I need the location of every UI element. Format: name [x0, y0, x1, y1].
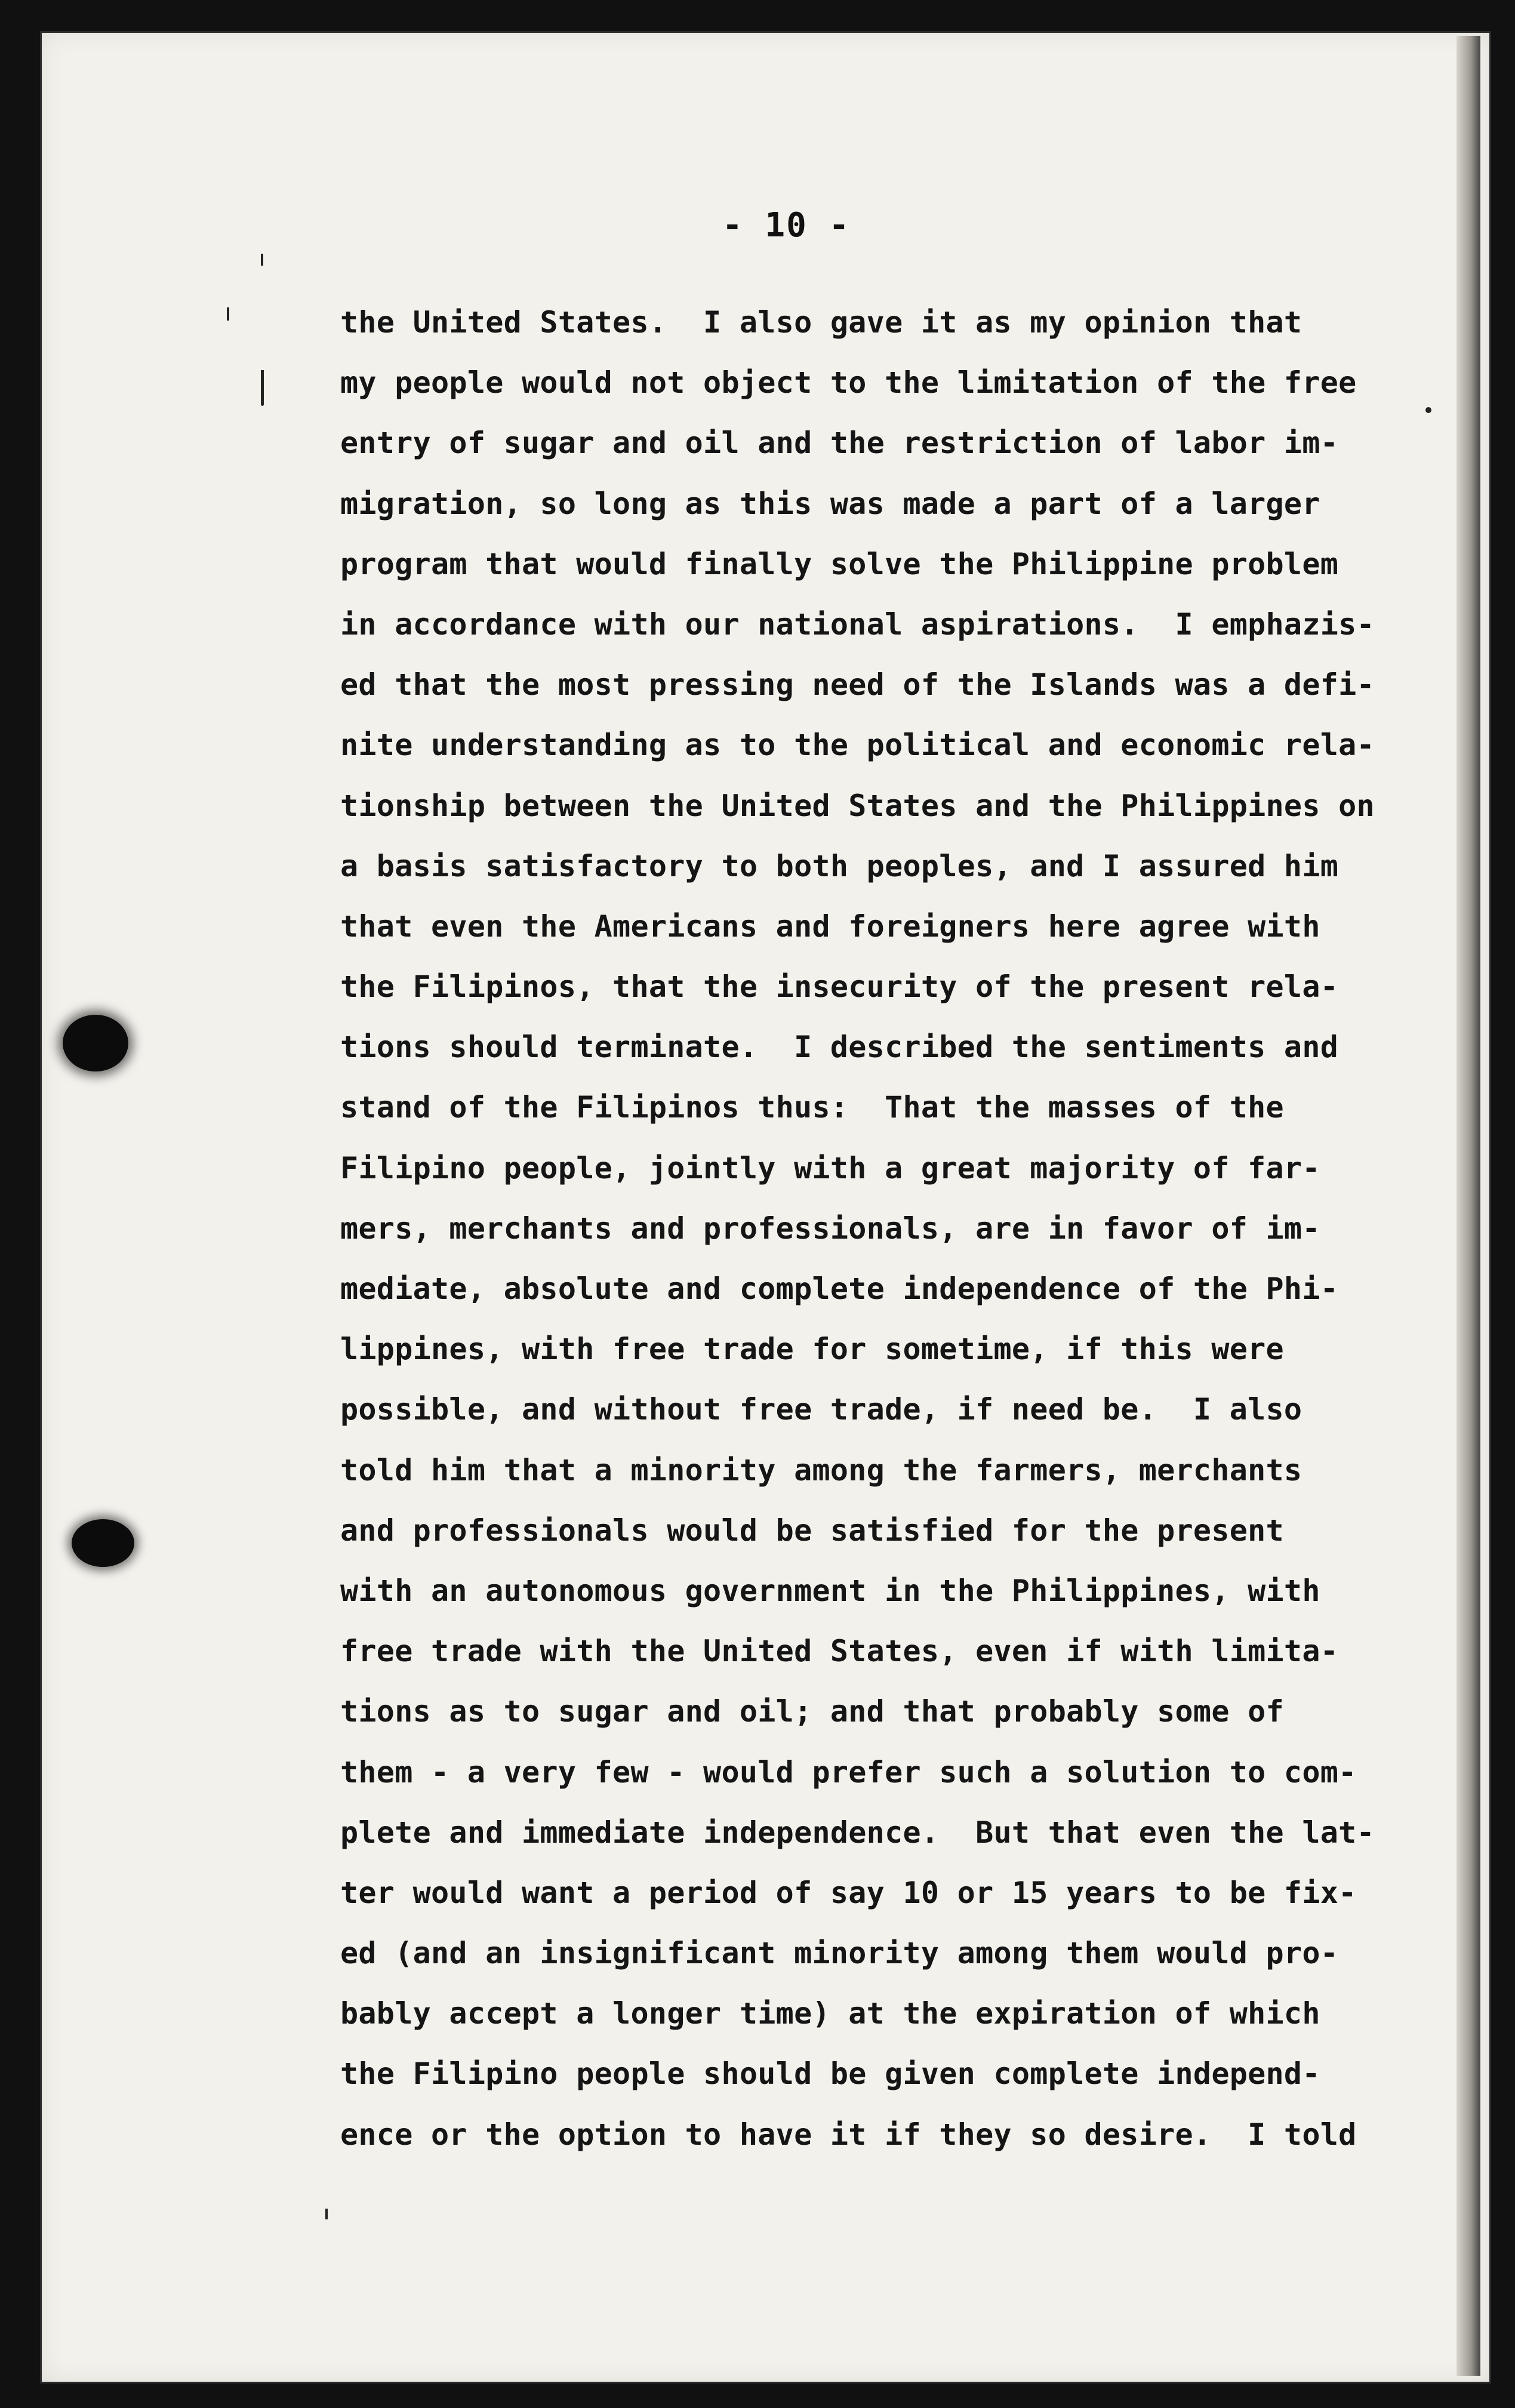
text-line: that even the Americans and foreigners here agree with [340, 909, 1320, 944]
text-line: them - a very few - would prefer such a solution to com- [340, 1754, 1357, 1790]
text-line: ed (and an insignificant minority among them would pro- [340, 1936, 1339, 1971]
text-line: migration, so long as this was made a part of a larger [340, 486, 1320, 521]
margin-mark [261, 370, 264, 406]
text-line: stand of the Filipinos thus: That the masses of the [340, 1090, 1284, 1125]
text-line: lippines, with free trade for sometime, if this were [340, 1332, 1284, 1367]
text-line: mediate, absolute and complete independence of the Phi- [340, 1271, 1339, 1306]
text-line: a basis satisfactory to both peoples, and I assured him [340, 848, 1339, 883]
text-line: in accordance with our national aspirations. I emphazis- [340, 606, 1375, 642]
text-line: ed that the most pressing need of the Islands was a defi- [340, 667, 1375, 703]
text-line: and professionals would be satisfied for the present [340, 1513, 1284, 1548]
margin-mark [227, 307, 229, 321]
text-line: told him that a minority among the farmers, merchants [340, 1452, 1302, 1488]
text-line: possible, and without free trade, if need be. I also [340, 1392, 1302, 1427]
text-line: the Filipinos, that the insecurity of the present rela- [340, 969, 1339, 1005]
text-line: tions should terminate. I described the sentiments and [340, 1030, 1339, 1065]
margin-dot [1425, 407, 1431, 413]
ink-blot-mark [72, 1519, 134, 1567]
body-text [340, 292, 1391, 2165]
text-line: plete and immediate independence. But that even the lat- [340, 1815, 1375, 1850]
text-line: ter would want a period of say 10 or 15 years to be fix- [340, 1875, 1357, 1910]
text-line: free trade with the United States, even if with limita- [340, 1634, 1339, 1669]
text-line: nite understanding as to the political and economic rela- [340, 728, 1375, 763]
text-line: entry of sugar and oil and the restriction of labor im- [340, 426, 1339, 461]
text-line: Filipino people, jointly with a great majority of far- [340, 1150, 1320, 1185]
text-line: the Filipino people should be given complete independ- [340, 2056, 1320, 2092]
text-line: the United States. I also gave it as my opinion that [340, 305, 1302, 340]
text-line: bably accept a longer time) at the expiration of which [340, 1996, 1320, 2031]
page-edge-shadow [1457, 36, 1480, 2376]
margin-mark [261, 254, 263, 266]
text-line: ence or the option to have it if they so desire. I told [340, 2117, 1357, 2152]
text-line: with an autonomous government in the Philippines, with [340, 1573, 1320, 1608]
margin-mark [325, 2209, 328, 2219]
text-line: my people would not object to the limitation of the free [340, 365, 1357, 401]
text-line: tions as to sugar and oil; and that probably some of [340, 1694, 1284, 1729]
text-line: tionship between the United States and the Philippines on [340, 788, 1375, 823]
ink-blot-mark [63, 1015, 128, 1071]
text-line: program that would finally solve the Philippine problem [340, 546, 1339, 581]
text-line: mers, merchants and professionals, are in favor of im- [340, 1211, 1320, 1246]
page-number: - 10 - [722, 206, 851, 245]
